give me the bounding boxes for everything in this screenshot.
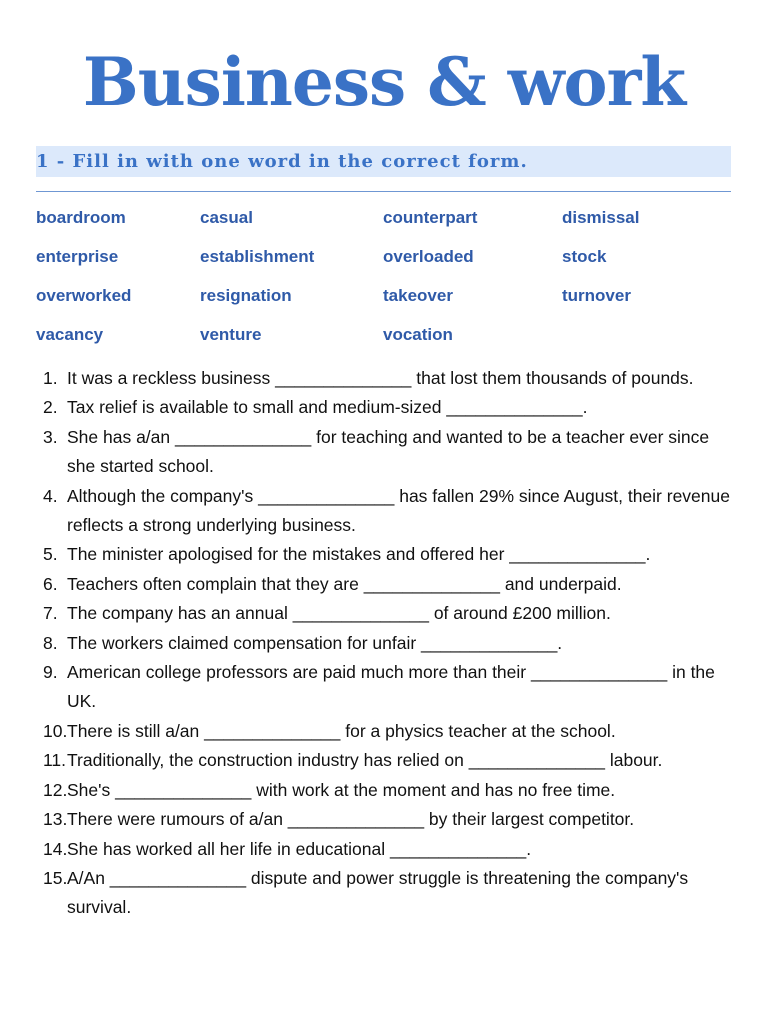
question-number: 1. xyxy=(43,368,58,388)
word-bank-item: casual xyxy=(200,208,253,227)
word-bank-row xyxy=(36,285,736,324)
word-bank-item: venture xyxy=(200,325,262,344)
question-text: There is still a/an ______________ for a physics teacher at the school. xyxy=(67,720,616,741)
exercise-heading-band xyxy=(36,146,731,177)
word-bank-item: enterprise xyxy=(36,247,119,266)
question-number: 9. xyxy=(43,662,58,683)
question-item xyxy=(36,599,736,628)
divider xyxy=(36,191,731,192)
question-item xyxy=(36,717,736,746)
question-item xyxy=(36,393,736,422)
question-number: 12. xyxy=(43,779,68,800)
question-number: 6. xyxy=(43,573,58,594)
question-text: Although the company's ______________ has fallen 29% since August, their revenue reflects a strong underlying business. xyxy=(67,485,730,536)
question-number: 15. xyxy=(43,867,68,888)
question-number: 3. xyxy=(43,426,58,447)
word-bank xyxy=(36,207,736,363)
word-bank-item: establishment xyxy=(200,247,315,266)
word-bank-item: overworked xyxy=(36,286,132,305)
question-text: The company has an annual ______________ of around £200 million. xyxy=(67,603,611,624)
question-item xyxy=(36,570,736,599)
word-bank-row xyxy=(36,207,736,246)
question-text: She has worked all her life in educational ______________. xyxy=(67,838,532,859)
question-number: 2. xyxy=(43,397,58,418)
question-item xyxy=(36,805,736,834)
word-bank-item: vocation xyxy=(383,325,453,344)
word-bank-item: turnover xyxy=(562,286,631,305)
question-item xyxy=(36,423,736,482)
question-text: She's ______________ with work at the moment and has no free time. xyxy=(67,779,616,800)
question-item xyxy=(36,776,736,805)
page-title: Business & work xyxy=(82,43,686,121)
word-bank-row xyxy=(36,246,736,285)
exercise-heading: 1 - Fill in with one word in the correct form. xyxy=(36,151,528,172)
question-item xyxy=(36,864,736,923)
word-bank-item: boardroom xyxy=(36,208,126,227)
question-text: Teachers often complain that they are ______________ and underpaid. xyxy=(67,573,622,594)
question-number: 7. xyxy=(43,603,58,624)
question-item xyxy=(36,629,736,658)
question-number: 4. xyxy=(43,485,58,506)
question-item xyxy=(36,364,736,393)
question-number: 11. xyxy=(43,750,67,771)
question-item xyxy=(36,540,736,569)
question-item xyxy=(36,658,736,717)
question-text: The minister apologised for the mistakes and offered her ______________. xyxy=(67,544,651,565)
word-bank-item: counterpart xyxy=(383,208,478,227)
question-number: 10. xyxy=(43,720,68,741)
question-text: Tax relief is available to small and medium-sized ______________. xyxy=(67,397,588,418)
question-number: 5. xyxy=(43,544,58,565)
word-bank-item: vacancy xyxy=(36,325,104,344)
question-text: A/An ______________ dispute and power struggle is threatening the company's survival. xyxy=(67,867,689,918)
question-list xyxy=(36,364,736,923)
question-item xyxy=(36,482,736,541)
word-bank-item: dismissal xyxy=(562,208,640,227)
question-item xyxy=(36,835,736,864)
word-bank-item: takeover xyxy=(383,286,453,305)
word-bank-item: resignation xyxy=(200,286,292,305)
question-text: The workers claimed compensation for unfair ______________. xyxy=(67,632,563,653)
question-number: 13. xyxy=(43,809,68,830)
question-number: 8. xyxy=(43,632,58,653)
question-text: There were rumours of a/an ______________ by their largest competitor. xyxy=(67,809,635,830)
word-bank-item: stock xyxy=(562,247,607,266)
question-text: She has a/an ______________ for teaching and wanted to be a teacher ever since she started school. xyxy=(67,426,710,477)
question-item xyxy=(36,746,736,775)
question-text: Traditionally, the construction industry has relied on ______________ labour. xyxy=(67,750,663,771)
word-bank-row xyxy=(36,324,736,363)
word-bank-item: overloaded xyxy=(383,247,474,266)
question-text: It was a reckless business ______________ that lost them thousands of pounds. xyxy=(67,368,694,388)
question-text: American college professors are paid much more than their ______________ in the UK. xyxy=(67,662,715,712)
question-number: 14. xyxy=(43,838,68,859)
